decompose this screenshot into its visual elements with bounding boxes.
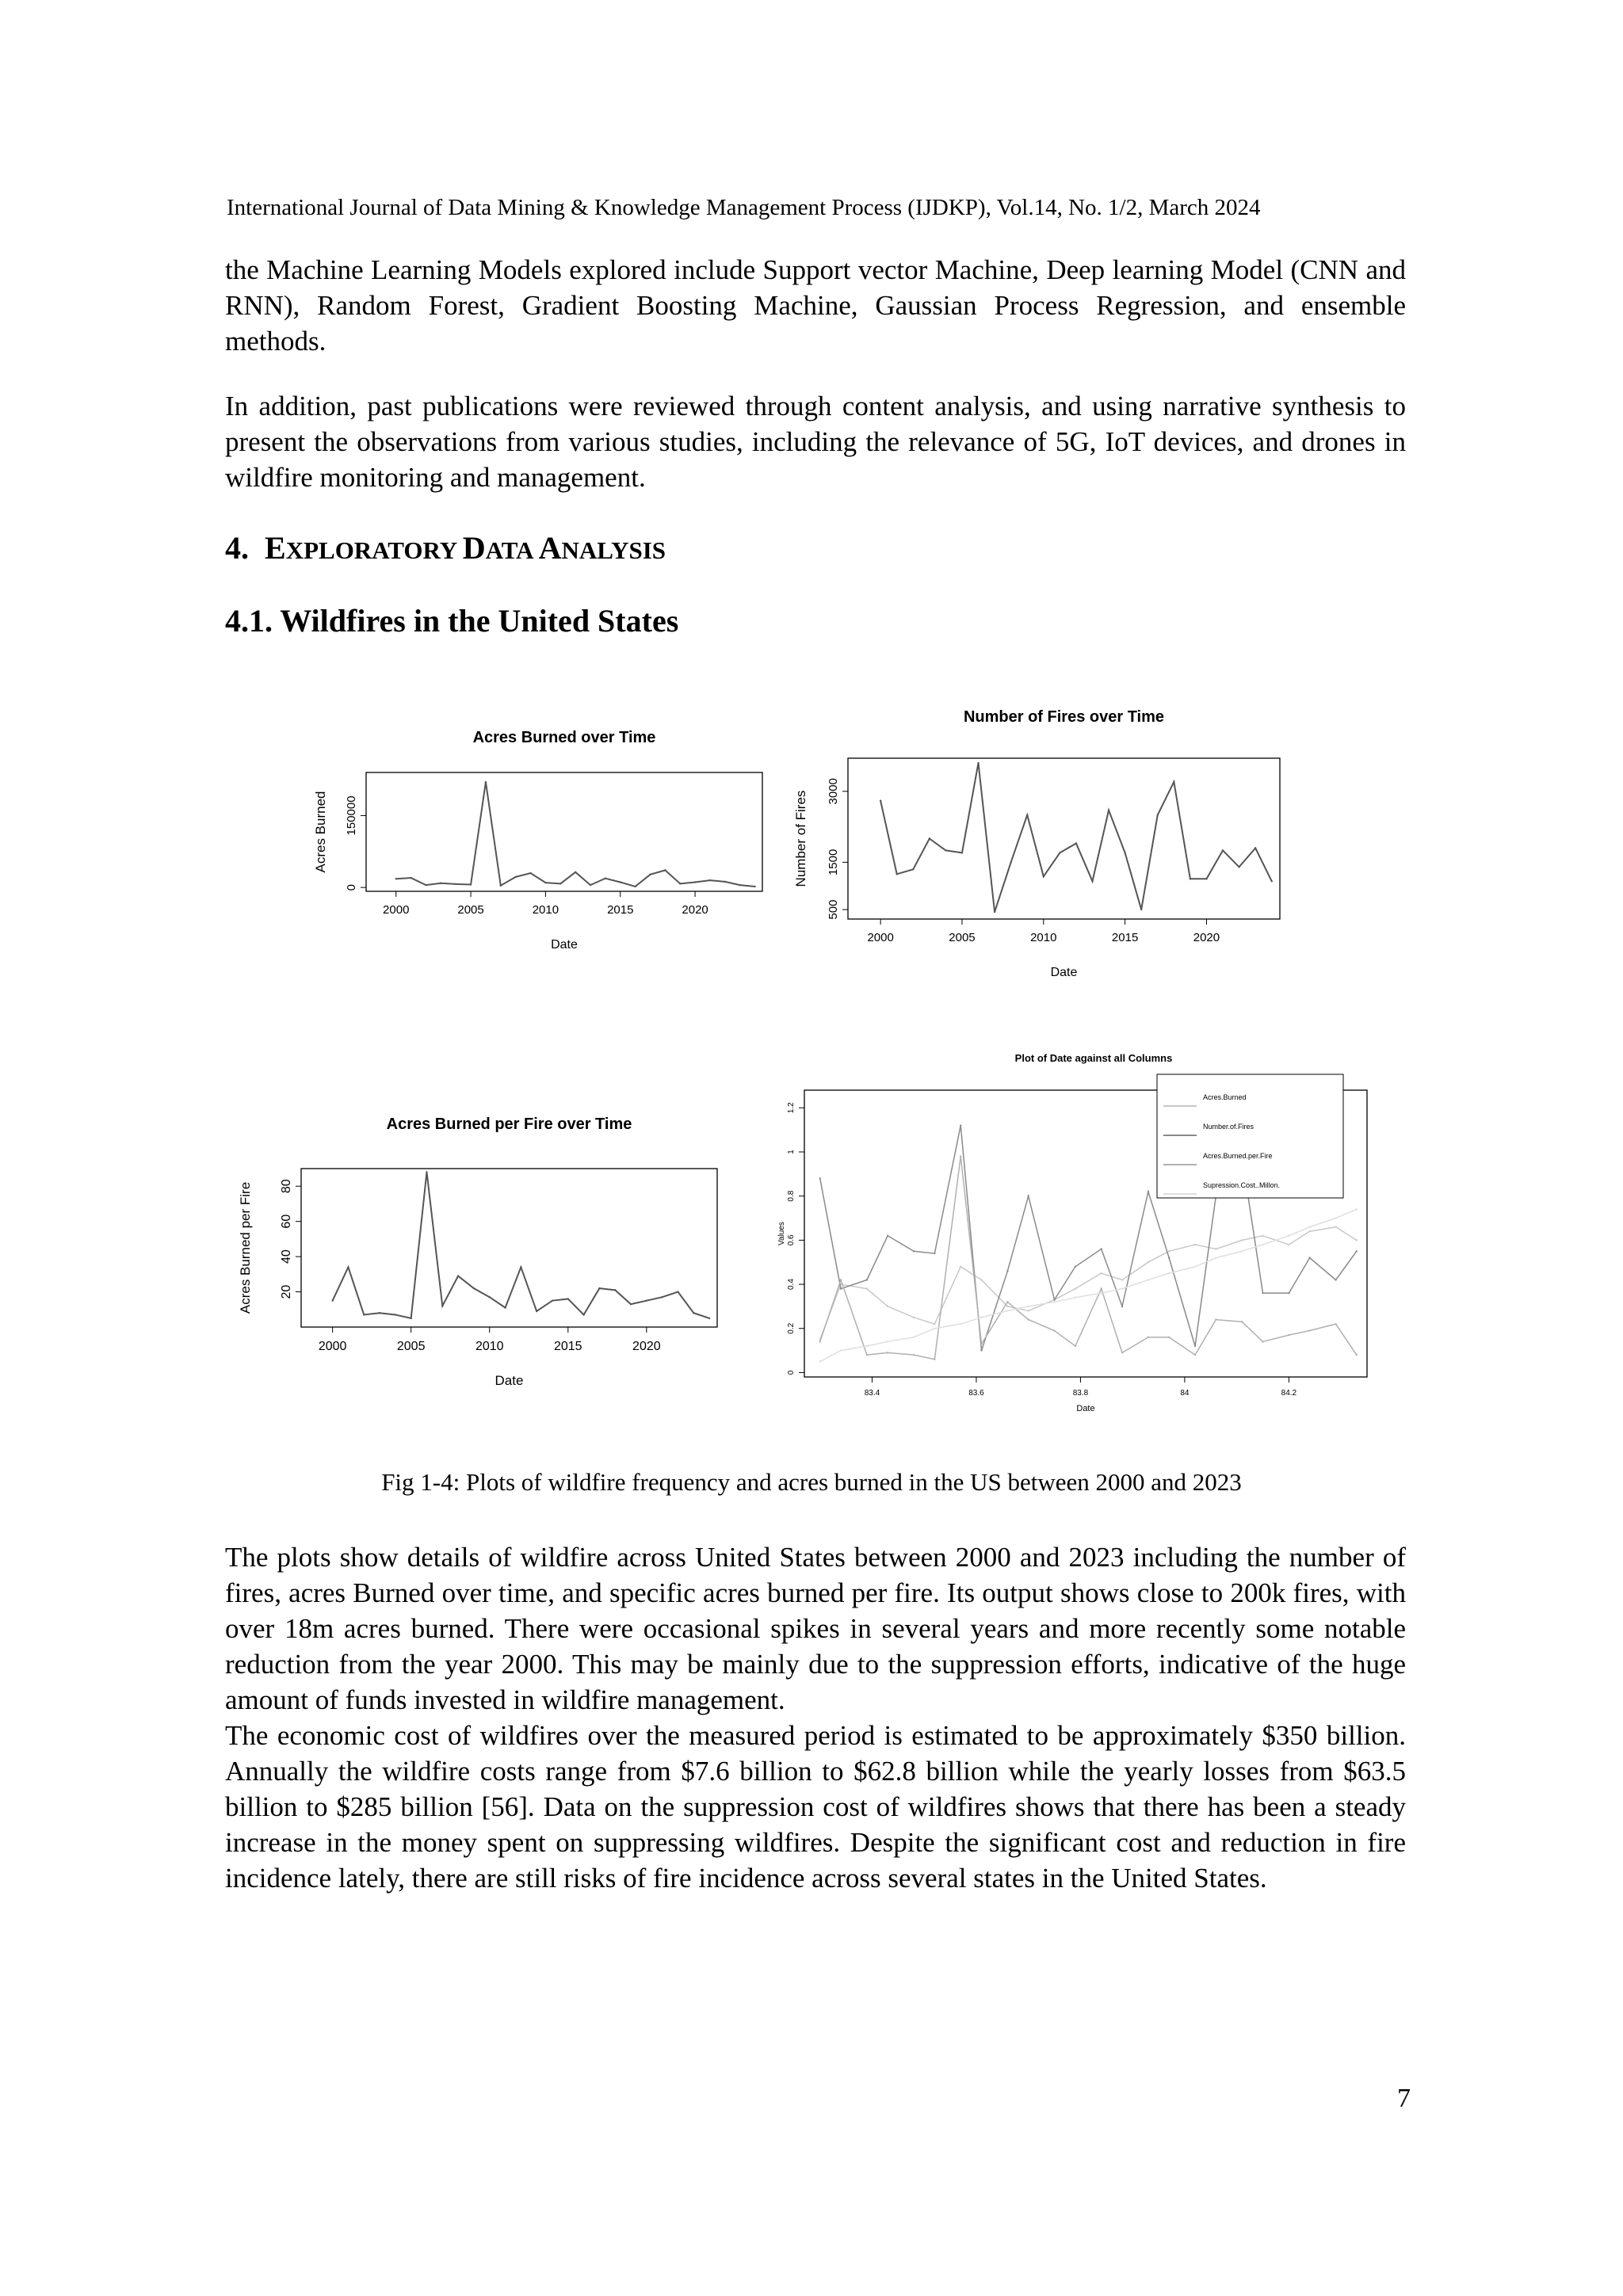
data-point-0-16 xyxy=(582,1314,584,1315)
x-tick-label-0: 2000 xyxy=(318,1340,347,1353)
data-point-0-21 xyxy=(661,1296,663,1298)
x-tick-label-0: 2000 xyxy=(383,903,410,917)
data-point-2-9 xyxy=(1027,1318,1029,1320)
data-point-0-18 xyxy=(1241,1239,1243,1241)
data-point-0-9 xyxy=(529,872,531,874)
data-point-0-21 xyxy=(1222,849,1224,851)
y-tick-label-3: 0.6 xyxy=(787,1234,796,1246)
paragraph-economic-cost: The economic cost of wildfires over the measured period is estimated to be approximately $350 billion. Annually the wildfire costs range from $7.6 billion to $62.8 billion while the yearly losses from $63.5 billion to $285 billion [56]. Data on the suppression cost of wildfires shows that there has been a steady increase in the money spent on suppressing wildfires. Despite the significant cost and reduction in fire incidence lately, there are still risks of fire incidence across several states in the United States. xyxy=(225,1720,1406,1894)
x-axis-label: Date xyxy=(1050,966,1078,979)
data-point-0-11 xyxy=(559,883,561,884)
data-point-1-13 xyxy=(1121,1306,1123,1307)
data-point-0-13 xyxy=(536,1310,537,1312)
x-tick-label-3: 2015 xyxy=(1111,931,1139,944)
data-point-0-4 xyxy=(395,1314,396,1315)
y-tick-label-0: 20 xyxy=(280,1284,293,1299)
data-point-1-15 xyxy=(1168,1257,1170,1258)
x-tick-label-4: 84.2 xyxy=(1281,1389,1297,1398)
data-point-0-4 xyxy=(455,883,456,885)
data-point-0-7 xyxy=(994,911,995,913)
data-point-3-5 xyxy=(934,1328,935,1329)
data-point-0-9 xyxy=(1027,1310,1029,1311)
data-point-0-17 xyxy=(649,874,651,875)
plot-frame xyxy=(366,772,762,891)
data-point-1-16 xyxy=(1194,1345,1196,1347)
data-point-0-11 xyxy=(1059,852,1060,853)
data-point-0-18 xyxy=(664,869,666,871)
data-point-0-22 xyxy=(1335,1226,1336,1227)
data-point-0-14 xyxy=(1108,809,1109,810)
data-point-2-2 xyxy=(866,1354,868,1356)
y-tick-label-5: 1 xyxy=(787,1150,796,1154)
x-tick-label-3: 2015 xyxy=(553,1340,582,1353)
y-axis-label: Number of Fires xyxy=(793,790,808,887)
section-number: 4. xyxy=(225,530,249,566)
data-point-0-18 xyxy=(614,1289,616,1291)
y-axis-label: Acres Burned xyxy=(313,791,328,873)
y-tick-label-0: 0 xyxy=(787,1370,796,1375)
data-point-0-23 xyxy=(1356,1239,1358,1241)
data-point-0-4 xyxy=(913,1317,915,1318)
data-point-0-3 xyxy=(440,883,441,884)
chart-title: Acres Burned over Time xyxy=(472,729,656,746)
data-point-0-17 xyxy=(1215,1248,1216,1249)
data-point-1-20 xyxy=(1288,1292,1289,1294)
data-point-1-14 xyxy=(1148,1191,1149,1192)
data-point-2-18 xyxy=(1241,1321,1243,1322)
y-tick-label-4: 0.8 xyxy=(787,1190,796,1202)
journal-header: International Journal of Data Mining & Knowledge Management Process (IJDKP), Vol.14, No. 1/2, March 2024 xyxy=(227,195,1261,220)
y-tick-label-1: 1500 xyxy=(827,849,840,876)
data-point-0-8 xyxy=(1006,1306,1008,1307)
data-point-1-4 xyxy=(913,1250,915,1252)
paragraph-plots-description: The plots show details of wildfire across United States between 2000 and 2023 including the number of fires, acres Burned over time, and specific acres burned per fire. Its output shows close to 200k fires, with over 18m acres burned. There were occasional spikes in several years and more recently some notable reduction from the year 2000. This may be mainly due to the suppression efforts, indicative of the huge amount of funds invested in wildfire management. xyxy=(225,1542,1406,1715)
section-title-word-3-rest: NALYSIS xyxy=(561,536,666,564)
data-point-2-19 xyxy=(1262,1341,1263,1342)
data-point-0-21 xyxy=(1308,1230,1310,1232)
data-point-3-17 xyxy=(1215,1257,1216,1258)
data-point-1-1 xyxy=(840,1287,842,1289)
data-point-3-8 xyxy=(1006,1310,1008,1311)
data-point-0-20 xyxy=(694,881,696,883)
data-point-1-3 xyxy=(887,1235,888,1237)
x-tick-label-2: 2010 xyxy=(1030,931,1057,944)
chart-all-columns xyxy=(773,1046,1375,1442)
paragraph-past-publications: In addition, past publications were reviewed through content analysis, and using narrative synthesis to present the observations from various studies, including the relevance of 5G, IoT devices, and drones in wildfire monitoring and management. xyxy=(225,391,1406,493)
data-point-0-6 xyxy=(485,781,487,783)
data-point-2-21 xyxy=(1308,1329,1310,1331)
data-point-0-10 xyxy=(1043,875,1044,877)
x-tick-label-3: 84 xyxy=(1180,1389,1190,1398)
data-point-0-0 xyxy=(880,800,881,802)
data-point-3-9 xyxy=(1027,1306,1029,1307)
data-point-3-13 xyxy=(1121,1287,1123,1289)
data-point-0-7 xyxy=(980,1279,982,1280)
data-point-0-13 xyxy=(1091,880,1093,882)
data-point-0-20 xyxy=(1205,878,1207,879)
data-point-0-14 xyxy=(552,1299,553,1301)
data-point-0-4 xyxy=(945,849,946,851)
data-point-2-1 xyxy=(840,1279,842,1280)
plot-frame xyxy=(848,758,1280,919)
data-point-0-5 xyxy=(470,883,472,885)
data-point-0-10 xyxy=(489,1296,491,1298)
data-point-1-12 xyxy=(1101,1248,1102,1249)
y-tick-label-3: 80 xyxy=(280,1179,293,1194)
section-title-word-2-rest: ATA xyxy=(485,536,539,564)
data-point-0-7 xyxy=(500,885,502,887)
chart-title: Acres Burned per Fire over Time xyxy=(386,1116,632,1133)
data-point-3-18 xyxy=(1241,1250,1243,1252)
data-point-3-12 xyxy=(1101,1292,1102,1294)
x-tick-label-0: 2000 xyxy=(867,931,894,944)
data-point-0-14 xyxy=(605,877,606,879)
data-point-3-19 xyxy=(1262,1244,1263,1245)
chart-number-of-fires xyxy=(792,697,1316,1030)
subsection-heading: 4.1. Wildfires in the United States xyxy=(225,603,679,639)
y-tick-label-1: 150000 xyxy=(345,795,358,836)
data-point-2-13 xyxy=(1121,1352,1123,1353)
data-point-1-22 xyxy=(1335,1279,1336,1280)
data-point-0-20 xyxy=(1288,1244,1289,1245)
data-point-0-20 xyxy=(646,1299,647,1301)
data-point-3-14 xyxy=(1148,1279,1149,1280)
data-point-3-21 xyxy=(1308,1226,1310,1227)
y-axis-label: Values xyxy=(777,1222,786,1245)
data-point-1-7 xyxy=(980,1349,982,1351)
data-point-0-10 xyxy=(544,882,546,883)
data-point-0-1 xyxy=(896,873,897,875)
data-point-0-22 xyxy=(677,1291,678,1292)
x-tick-label-3: 2015 xyxy=(607,903,634,917)
data-point-0-16 xyxy=(1194,1244,1196,1245)
data-point-3-23 xyxy=(1356,1208,1358,1210)
data-point-0-3 xyxy=(887,1306,888,1307)
legend-label-2: Acres.Burned.per.Fire xyxy=(1203,1152,1273,1160)
data-point-0-9 xyxy=(1026,814,1028,815)
data-point-0-17 xyxy=(598,1287,600,1289)
x-axis-label: Date xyxy=(495,1373,524,1388)
data-point-0-24 xyxy=(708,1318,710,1319)
data-point-0-0 xyxy=(331,1299,333,1301)
data-point-0-8 xyxy=(514,876,516,878)
data-point-0-13 xyxy=(590,884,591,886)
data-point-0-0 xyxy=(395,878,397,879)
data-point-0-23 xyxy=(1254,847,1256,849)
data-point-0-21 xyxy=(709,879,711,881)
data-point-1-5 xyxy=(934,1253,935,1254)
plot-frame xyxy=(301,1169,717,1327)
data-point-0-6 xyxy=(977,762,979,764)
y-tick-label-2: 60 xyxy=(280,1214,293,1229)
data-point-0-19 xyxy=(679,883,681,884)
data-point-1-19 xyxy=(1262,1292,1263,1294)
data-point-2-6 xyxy=(960,1155,961,1157)
section-heading xyxy=(225,529,666,566)
data-point-0-2 xyxy=(912,868,914,870)
x-axis-label: Date xyxy=(551,938,578,952)
data-point-0-13 xyxy=(1121,1279,1123,1280)
x-tick-label-1: 2005 xyxy=(396,1340,426,1353)
data-point-0-15 xyxy=(1124,852,1125,853)
legend-label-0: Acres.Burned xyxy=(1203,1093,1247,1101)
data-point-0-6 xyxy=(426,1171,427,1173)
x-tick-label-4: 2020 xyxy=(682,903,708,917)
data-point-1-9 xyxy=(1027,1195,1029,1196)
data-point-0-23 xyxy=(739,884,740,886)
figure-caption: Fig 1-4: Plots of wildfire frequency and acres burned in the US between 2000 and 2023 xyxy=(381,1468,1242,1496)
section-title-word-3-cap: A xyxy=(538,530,562,566)
y-tick-label-2: 0.4 xyxy=(787,1279,796,1290)
data-point-2-14 xyxy=(1148,1337,1149,1338)
data-point-0-1 xyxy=(410,877,411,879)
data-point-0-2 xyxy=(866,1287,868,1289)
x-tick-label-4: 2020 xyxy=(632,1340,661,1353)
data-point-3-2 xyxy=(866,1345,868,1347)
data-point-0-12 xyxy=(520,1266,521,1268)
data-point-0-15 xyxy=(567,1298,569,1299)
data-point-1-6 xyxy=(960,1124,961,1126)
data-point-0-12 xyxy=(1075,842,1077,844)
x-tick-label-0: 83.4 xyxy=(864,1389,880,1398)
data-point-1-8 xyxy=(1006,1270,1008,1272)
data-point-1-11 xyxy=(1075,1266,1076,1268)
y-tick-label-1: 0.2 xyxy=(787,1322,796,1334)
data-point-0-23 xyxy=(693,1312,694,1314)
data-point-0-14 xyxy=(1148,1261,1149,1263)
data-point-0-8 xyxy=(457,1275,459,1276)
data-point-0-19 xyxy=(1190,878,1191,879)
data-point-0-1 xyxy=(347,1266,349,1268)
data-point-2-23 xyxy=(1356,1354,1358,1356)
data-point-3-10 xyxy=(1053,1301,1055,1302)
data-point-2-12 xyxy=(1101,1287,1102,1289)
data-point-0-5 xyxy=(934,1323,935,1325)
paragraph-ml-models: the Machine Learning Models explored include Support vector Machine, Deep learning Model (CNN and RNN), Random Forest, Gradient Boosting Machine, Gaussian Process Regression, and ensemble methods. xyxy=(225,254,1406,357)
data-point-0-6 xyxy=(960,1266,961,1268)
data-point-0-9 xyxy=(473,1287,475,1289)
data-point-0-11 xyxy=(1075,1287,1076,1289)
x-tick-label-1: 83.6 xyxy=(968,1389,984,1398)
y-tick-label-2: 3000 xyxy=(827,778,840,805)
series-line-0 xyxy=(333,1172,709,1318)
data-point-0-2 xyxy=(425,884,426,886)
data-point-1-10 xyxy=(1053,1299,1055,1300)
data-point-1-0 xyxy=(819,1177,821,1179)
data-point-0-5 xyxy=(961,852,963,853)
data-point-0-3 xyxy=(379,1312,380,1314)
data-point-0-3 xyxy=(929,837,930,839)
data-point-3-0 xyxy=(819,1360,821,1362)
data-point-2-3 xyxy=(887,1352,888,1353)
data-point-2-20 xyxy=(1288,1334,1289,1336)
y-tick-label-0: 500 xyxy=(827,899,840,920)
data-point-0-12 xyxy=(1101,1272,1102,1274)
section-title-word-1-rest: XPLORATORY xyxy=(285,536,463,564)
section-title-word-1-cap: E xyxy=(265,530,286,566)
x-tick-label-2: 2010 xyxy=(475,1340,504,1353)
data-point-2-16 xyxy=(1194,1354,1196,1356)
series-line-0 xyxy=(880,763,1272,912)
data-point-2-4 xyxy=(913,1354,915,1356)
chart-acres-burned xyxy=(309,713,785,1030)
data-point-3-4 xyxy=(913,1337,915,1338)
data-point-1-21 xyxy=(1308,1257,1310,1258)
data-point-0-19 xyxy=(1262,1235,1263,1237)
data-point-0-24 xyxy=(754,886,755,887)
data-point-0-2 xyxy=(363,1314,365,1315)
x-tick-label-1: 2005 xyxy=(457,903,484,917)
data-point-3-1 xyxy=(840,1349,842,1351)
data-point-3-11 xyxy=(1075,1297,1076,1299)
data-point-0-12 xyxy=(575,871,576,873)
data-point-2-5 xyxy=(934,1359,935,1360)
data-point-0-19 xyxy=(630,1303,632,1305)
data-point-3-20 xyxy=(1288,1235,1289,1237)
chart-title: Plot of Date against all Columns xyxy=(1014,1052,1173,1064)
data-point-2-8 xyxy=(1006,1301,1008,1302)
data-point-0-8 xyxy=(1010,861,1011,863)
data-point-0-7 xyxy=(441,1305,443,1306)
y-tick-label-0: 0 xyxy=(345,883,358,891)
legend-label-3: Supression.Cost..Millon. xyxy=(1203,1181,1281,1189)
y-tick-label-6: 1.2 xyxy=(787,1102,796,1114)
data-point-0-18 xyxy=(1173,781,1174,783)
data-point-1-23 xyxy=(1356,1250,1358,1252)
data-point-2-11 xyxy=(1075,1345,1076,1347)
data-point-2-15 xyxy=(1168,1337,1170,1338)
data-point-0-22 xyxy=(1238,866,1239,868)
x-axis-label: Date xyxy=(1076,1404,1095,1413)
data-point-2-17 xyxy=(1215,1318,1216,1320)
data-point-2-7 xyxy=(980,1343,982,1344)
data-point-0-11 xyxy=(504,1306,506,1308)
legend-label-1: Number.of.Fires xyxy=(1203,1123,1254,1131)
data-point-0-22 xyxy=(724,881,726,883)
chart-acres-per-fire xyxy=(238,1109,753,1434)
page-number: 7 xyxy=(1397,2084,1411,2113)
x-tick-label-2: 83.8 xyxy=(1072,1389,1089,1398)
data-point-3-6 xyxy=(960,1323,961,1325)
data-point-3-3 xyxy=(887,1341,888,1342)
data-point-2-0 xyxy=(819,1341,821,1342)
data-point-0-17 xyxy=(1157,814,1159,815)
x-tick-label-2: 2010 xyxy=(532,903,559,917)
data-point-0-24 xyxy=(1271,880,1273,882)
data-point-3-22 xyxy=(1335,1217,1336,1219)
data-point-0-5 xyxy=(410,1318,411,1319)
series-line-0 xyxy=(396,782,755,887)
data-point-2-10 xyxy=(1053,1329,1055,1331)
data-point-3-7 xyxy=(980,1317,982,1318)
section-title-word-2-cap: D xyxy=(462,530,486,566)
x-tick-label-1: 2005 xyxy=(949,931,976,944)
data-point-0-16 xyxy=(1140,909,1142,910)
data-point-0-15 xyxy=(620,881,621,883)
data-point-3-16 xyxy=(1194,1266,1196,1268)
data-point-1-2 xyxy=(866,1279,868,1280)
data-point-0-15 xyxy=(1168,1250,1170,1252)
chart-title: Number of Fires over Time xyxy=(963,708,1165,726)
y-tick-label-1: 40 xyxy=(280,1249,293,1264)
data-point-3-15 xyxy=(1168,1272,1170,1274)
x-tick-label-4: 2020 xyxy=(1193,931,1220,944)
y-axis-label: Acres Burned per Fire xyxy=(238,1181,253,1314)
data-point-2-22 xyxy=(1335,1323,1336,1325)
data-point-0-16 xyxy=(634,886,636,887)
